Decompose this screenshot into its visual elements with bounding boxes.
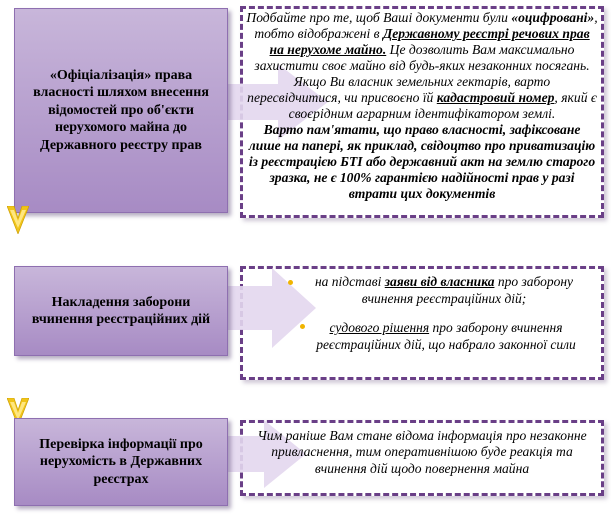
chevron-down-icon-1: [7, 206, 29, 234]
step-box-1: [14, 8, 228, 213]
bullet-item-1: на підставі заяви від власника про заборону вчинення реєстраційних дій;: [314, 274, 574, 306]
step-title-3: Перевірка інформації про нерухомість в Державних реєстрах: [39, 436, 203, 487]
step-title-2: Накладення заборони вчинення реєстраційних дій: [31, 294, 211, 327]
step-box-3: [14, 418, 228, 506]
paragraph-warning: Варто пам'ятати, що право власності, зафіксоване лише на папері, як приклад, свідоцтво про приватизацію із реєстрацією БТІ або державний акт на землю старого зразка, не є 100% гарантією надійності прав у разі втрати цих документів: [248, 122, 596, 202]
bullet-dot-1: [288, 280, 293, 285]
paragraph-cadastral: Якщо Ви власник земельних гектарів, варто пересвідчитися, чи присвоєно їй кадастровий номер, який є своєрідним аграрним ідентифікатором землі.: [247, 74, 597, 122]
description-text-1: [246, 10, 598, 202]
step-box-2: [14, 266, 228, 356]
paragraph-digitized: Подбайте про те, щоб Ваші документи були «оцифровані», тобто відображені в Державному реєстрі речових прав на нерухоме майно. Це дозволить Вам максимально захистити своє майно від будь-яких незаконних посягань.: [246, 10, 598, 74]
bullet-item-2: судового рішення про заборону вчинення реєстраційних дій, що набрало законної сили: [316, 320, 576, 352]
step-title-1: «Офіціалізація» права власності шляхом внесення відомостей про об'єкти нерухомого майна до Державного реєстру прав: [33, 67, 209, 153]
description-text-3: Чим раніше Вам стане відома інформація про незаконне привласнення, тим оперативнішою буде реакція та вчинення дій щодо повернення майна: [257, 428, 587, 476]
